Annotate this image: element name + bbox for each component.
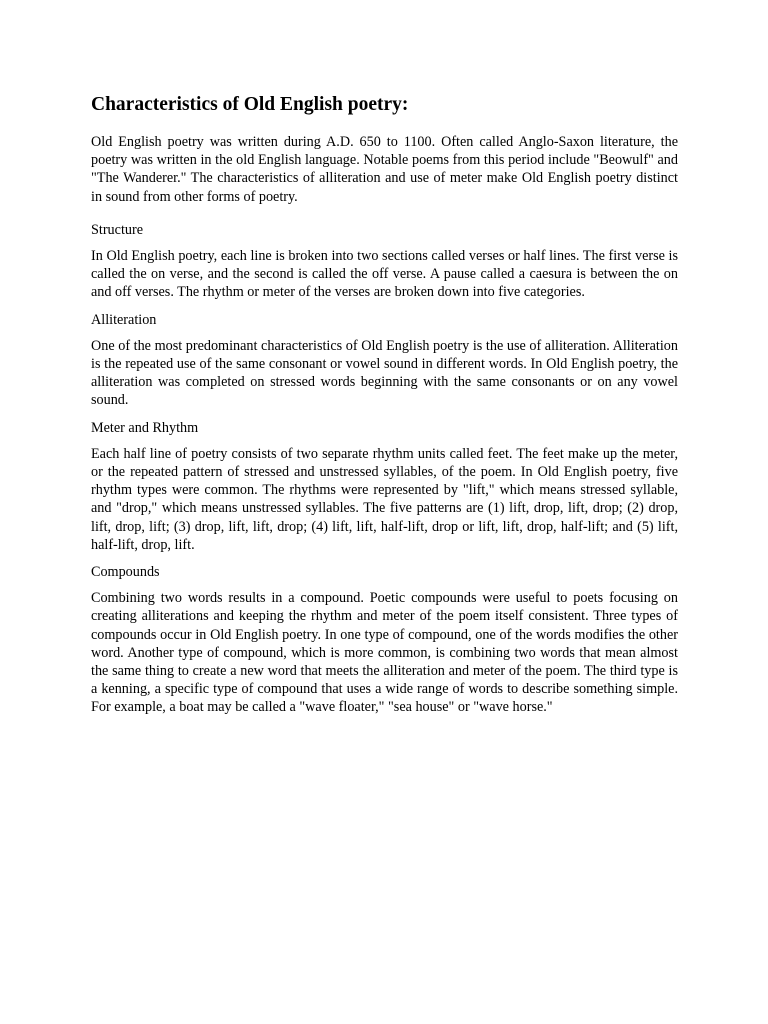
document-title: Characteristics of Old English poetry: xyxy=(91,94,409,115)
section-paragraph: Combining two words results in a compound. Poetic compounds were useful to poets focusing on creating alliterations and keeping the rhythm and meter of the poem itself consistent. Three types of compounds occur in Old English poetry. In one type of compound, one of the words modifies the other word. Another type of compound, which is more common, is combining two words that mean almost the same thing to create a new word that meets the alliteration and meter of the poem. The third type is a kenning, a specific type of compound that uses a wide range of words to describe something simple. For example, a boat may be called a "wave floater," "sea house" or "wave horse." xyxy=(91,590,678,716)
section-paragraph: In Old English poetry, each line is broken into two sections called verses or half lines. The first verse is called the on verse, and the second is called the off verse. A pause called a caesura is between the on and off verses. The rhythm or meter of the verses are broken down into five categories. xyxy=(91,248,678,301)
section-paragraph: One of the most predominant characteristics of Old English poetry is the use of alliteration. Alliteration is the repeated use of the same consonant or vowel sound in different words. In Old English poetry, the alliteration was completed on stressed words beginning with the same consonants or on any vowel sound. xyxy=(91,337,678,409)
intro-paragraph: Old English poetry was written during A.D. 650 to 1100. Often called Anglo-Saxon literature, the poetry was written in the old English language. Notable poems from this period include "Beowulf" and "The Wanderer." The characteristics of alliteration and use of meter make Old English poetry distinct in sound from other forms of poetry. xyxy=(91,134,678,205)
section-meter-and-rhythm xyxy=(91,419,678,554)
section-paragraph: Each half line of poetry consists of two separate rhythm units called feet. The feet make up the meter, or the repeated pattern of stressed and unstressed syllables, of the poem. In Old English poetry, five rhythm types were common. The rhythms were represented by "lift," which means stressed syllable, and "drop," which means unstressed syllables. The five patterns are (1) lift, drop, lift, drop; (2) drop, lift, drop, lift; (3) drop, lift, lift, drop; (4) lift, lift, half-lift, drop or lift, lift, drop, half-lift; and (5) lift, half-lift, drop, lift. xyxy=(91,445,678,553)
section-structure xyxy=(91,221,678,302)
section-heading: Structure xyxy=(91,221,144,238)
section-heading: Alliteration xyxy=(91,311,157,328)
section-alliteration xyxy=(91,311,678,410)
section-compounds xyxy=(91,563,678,717)
document-page xyxy=(91,92,678,726)
section-heading: Meter and Rhythm xyxy=(91,419,199,436)
section-heading: Compounds xyxy=(91,564,160,581)
